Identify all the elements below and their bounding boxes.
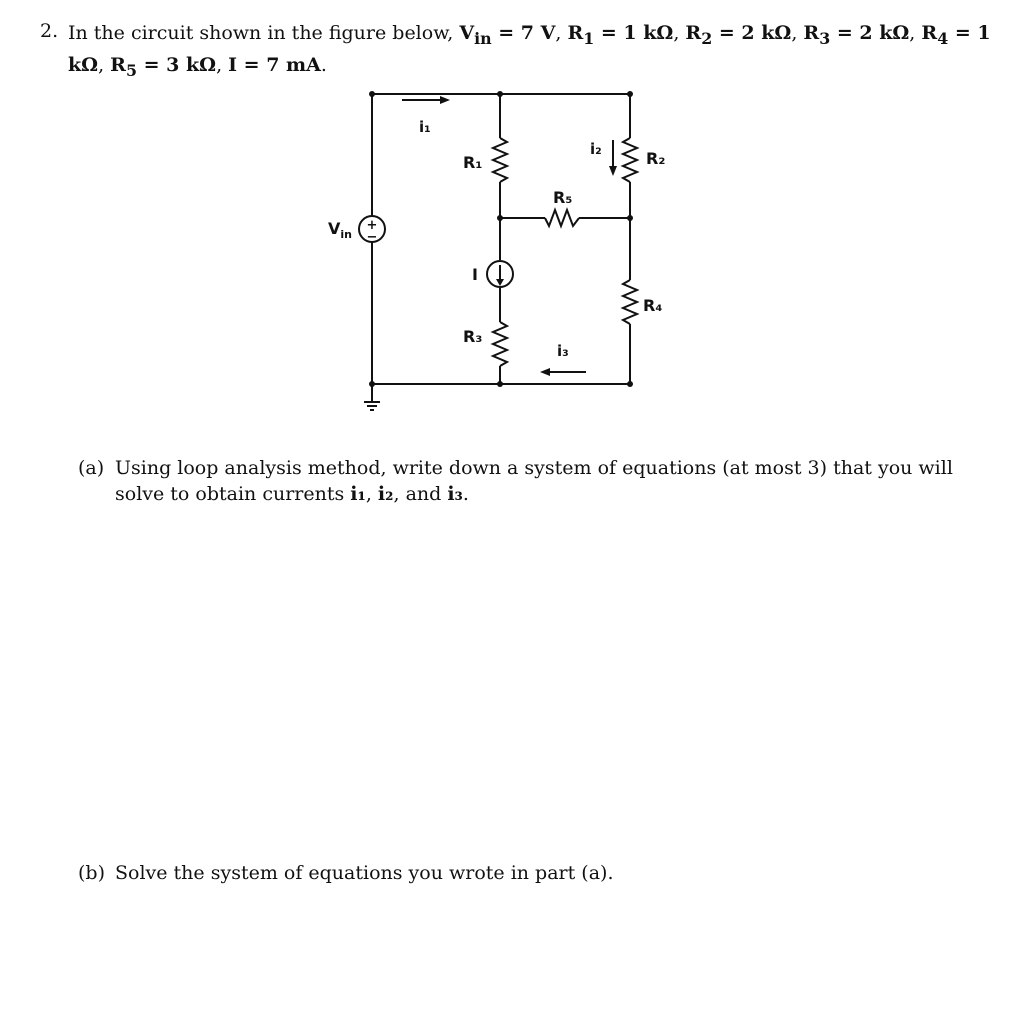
current-i1: i₁ <box>350 483 366 505</box>
resistor-r4 <box>623 280 637 324</box>
problem-statement: In the circuit shown in the figure below, $V_{in} = 7$ V, $R_1 = 1$ kΩ, $R_2 = 2$ kΩ, $R_3 = 2$ kΩ, $R_4 = 1$ kΩ, $R_5 = 3$ kΩ, I = 7 mA. <box>68 22 991 80</box>
node <box>497 381 503 387</box>
part-b-tag: (b) <box>78 862 105 884</box>
param-r1: $R_1 = 1$ kΩ <box>567 22 674 48</box>
param-r5: $R_5 = 3$ kΩ <box>110 53 217 80</box>
resistor-r5 <box>545 210 579 226</box>
current-i3: i₃ <box>447 483 463 505</box>
resistor-r3 <box>493 322 507 366</box>
label-r4: R₄ <box>643 296 663 315</box>
arrowhead-isrc <box>496 279 504 286</box>
vin-minus-sign: − <box>366 230 378 245</box>
arrowhead-i2 <box>609 166 617 176</box>
vin-plus-sign: + <box>366 218 378 233</box>
param-r2: $R_2 = 2$ kΩ <box>685 22 792 48</box>
problem-intro: In the circuit shown in the figure below, <box>68 22 454 44</box>
circuit-diagram <box>0 0 1024 440</box>
param-r4: $R_4 = 1$ kΩ <box>68 22 991 76</box>
label-i2: i₂ <box>590 140 602 158</box>
label-i1: i₁ <box>419 118 431 136</box>
part-a <box>78 455 998 507</box>
label-r1: R₁ <box>463 153 483 172</box>
resistor-r1 <box>493 138 507 182</box>
node <box>627 91 633 97</box>
param-i: I = 7 mA <box>228 53 321 76</box>
node <box>627 215 633 221</box>
param-r3: $R_3 = 2$ kΩ <box>803 22 910 48</box>
part-a-text: Using loop analysis method, write down a system of equations (at most 3) that you will solve to obtain currents i₁, i₂, and i₃. <box>115 457 953 505</box>
label-vin: $V_{in}$ <box>328 219 352 241</box>
node <box>497 215 503 221</box>
node <box>627 381 633 387</box>
label-isrc: I <box>472 265 478 284</box>
resistor-r2 <box>623 138 637 182</box>
node <box>369 91 375 97</box>
node <box>369 381 375 387</box>
label-i3: i₃ <box>557 342 569 360</box>
param-vin: $V_{in} = 7$ V <box>459 22 556 48</box>
part-b <box>78 862 613 884</box>
current-i2: i₂ <box>377 483 394 505</box>
label-r5: R₅ <box>553 188 573 207</box>
arrowhead-i3 <box>540 368 550 376</box>
problem-number: 2. <box>40 20 59 42</box>
part-b-text: Solve the system of equations you wrote in part (a). <box>115 862 614 884</box>
part-a-tag: (a) <box>78 457 105 479</box>
node <box>497 91 503 97</box>
arrowhead-i1 <box>440 96 450 104</box>
ground-symbol <box>364 402 380 410</box>
label-r3: R₃ <box>463 327 483 346</box>
label-r2: R₂ <box>646 149 666 168</box>
